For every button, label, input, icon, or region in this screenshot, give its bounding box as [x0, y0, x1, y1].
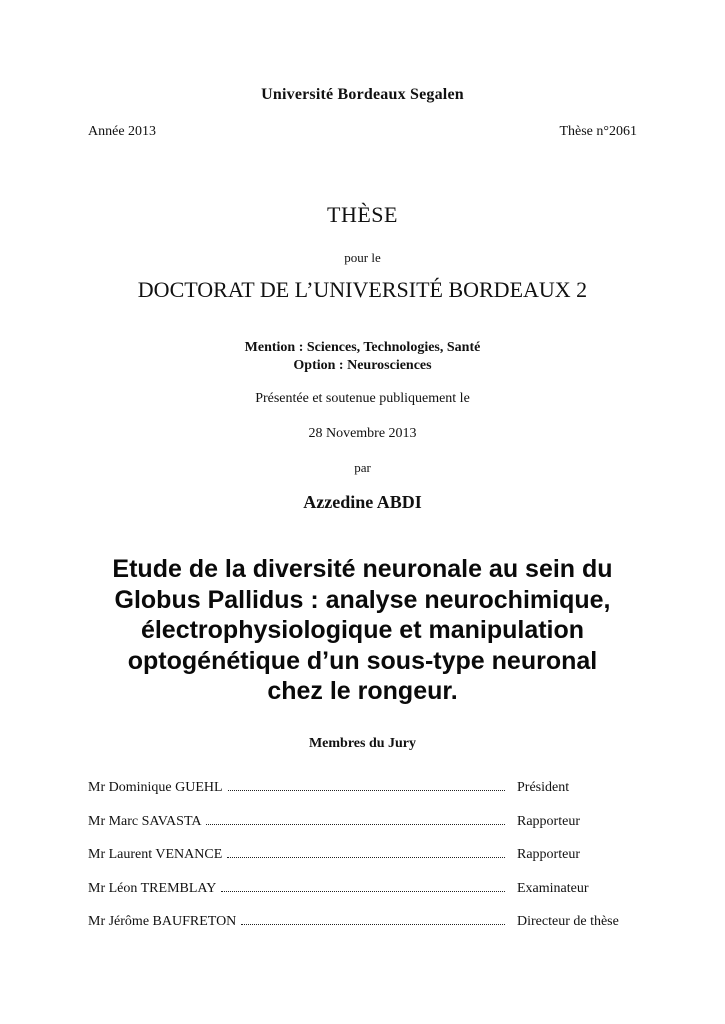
jury-member-role: Rapporteur	[517, 813, 580, 829]
author-name: Azzedine ABDI	[303, 492, 422, 512]
defense-date: 28 Novembre 2013	[308, 426, 417, 441]
year-label: Année 2013	[88, 124, 157, 139]
presented-line: Présentée et soutenue publiquement le	[255, 391, 470, 406]
mention-line: Mention : Sciences, Technologies, Santé	[244, 340, 481, 355]
year-thesis-number-row	[88, 124, 637, 140]
dotted-leader	[227, 857, 505, 858]
jury-member-role: Rapporteur	[517, 847, 580, 863]
jury-member-name: Mr Marc SAVASTA	[88, 813, 202, 829]
jury-member-name: Mr Jérôme BAUFRETON	[88, 914, 237, 930]
university-name: Université Bordeaux Segalen	[261, 86, 464, 103]
main-title	[30, 554, 695, 707]
jury-member-role: Examinateur	[517, 880, 589, 896]
these-heading: THÈSE	[327, 202, 398, 227]
thesis-number: Thèse n°2061	[559, 124, 637, 139]
degree-title: DOCTORAT DE L’UNIVERSITÉ BORDEAUX 2	[137, 277, 588, 302]
dotted-leader	[228, 790, 505, 791]
jury-member-role: Directeur de thèse	[517, 914, 619, 930]
jury-member-name: Mr Dominique GUEHL	[88, 780, 223, 795]
main-title-line-3: électrophysiologique et manipulation	[140, 616, 585, 644]
main-title-line-2: Globus Pallidus : analyse neurochimique,	[114, 585, 611, 614]
dotted-leader	[206, 824, 505, 825]
jury-heading: Membres du Jury	[308, 736, 417, 751]
jury-row	[88, 780, 637, 799]
option-line: Option : Neurosciences	[293, 358, 432, 373]
jury-row	[88, 814, 637, 833]
jury-member-role: Président	[517, 780, 570, 795]
dotted-leader	[241, 924, 505, 925]
jury-list	[88, 780, 637, 948]
main-title-line-1: Etude de la diversité neuronale au sein du	[112, 555, 613, 583]
jury-member-name: Mr Laurent VENANCE	[88, 847, 223, 863]
main-title-line-5: chez le rongeur.	[267, 677, 458, 705]
pour-le-text: pour le	[344, 250, 381, 265]
par-text: par	[354, 460, 371, 475]
main-title-line-4: optogénétique d’un sous-type neuronal	[127, 646, 598, 675]
jury-row	[88, 847, 637, 866]
jury-row	[88, 881, 637, 900]
dotted-leader	[221, 891, 505, 892]
jury-member-name: Mr Léon TREMBLAY	[88, 880, 217, 896]
jury-row	[88, 914, 637, 933]
